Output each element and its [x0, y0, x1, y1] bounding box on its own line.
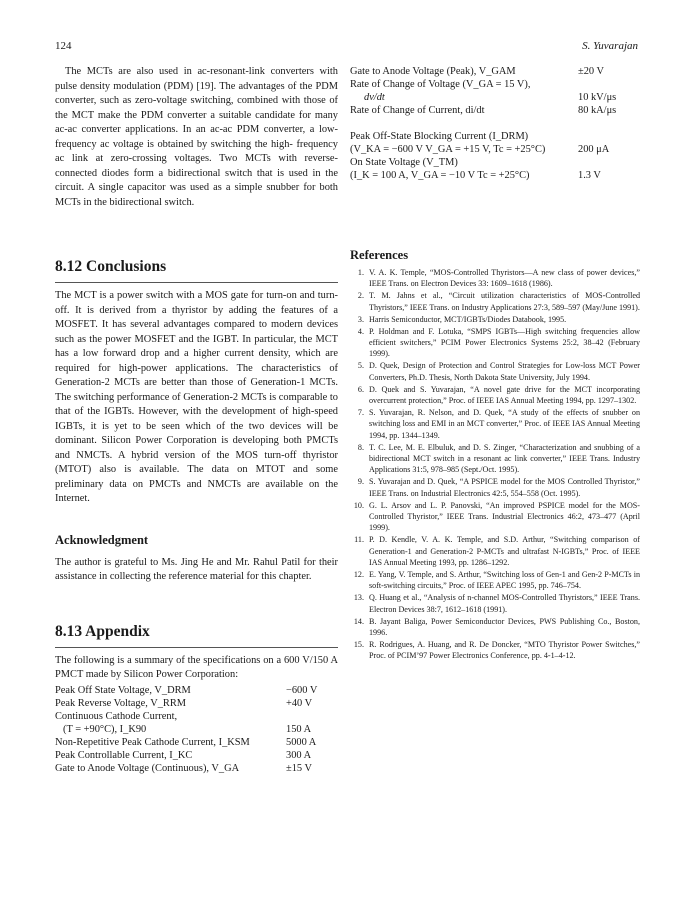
spec-row	[350, 130, 640, 143]
list-item	[350, 476, 640, 499]
list-item	[350, 384, 640, 407]
reference-text: S. Yuvarajan and D. Quek, “A PSPICE model for the MOS Controlled Thyristor,” IEEE Trans. on Industrial Electronics 42:5, 554–558 (Oct. 1995).	[369, 477, 640, 498]
appendix-intro: The following is a summary of the specifications on a 600 V/150 A PMCT made by Silicon Power Corporation:	[55, 654, 338, 680]
reference-text: V. A. K. Temple, “MOS-Controlled Thyristors—A new class of power devices,” IEEE Trans. on Electron Devices 33: 1609–1618 (1986).	[369, 268, 640, 289]
reference-number: 5.	[357, 361, 364, 371]
reference-text: E. Yang, V. Temple, and S. Arthur, “Switching loss of Gen-1 and Gen-2 P-MCTs in soft-switching circuits,” Proc. of IEEE APEC 1995, pp. 746–754.	[369, 570, 640, 591]
reference-text: D. Quek, Design of Protection and Control Strategies for Low-loss MCT Power Converters, Ph.D. Thesis, North Dakota State University, July 1994.	[369, 361, 640, 382]
spec-label: Gate to Anode Voltage (Peak), V_GAM	[350, 66, 516, 77]
acknowledgment-text: The author is grateful to Ms. Jing He and Mr. Rahul Patil for their assistance in collecting the reference material for this chapter.	[55, 556, 338, 582]
spec-value: −600 V	[286, 684, 318, 696]
reference-number: 4.	[357, 326, 364, 336]
spec-row	[350, 104, 640, 117]
reference-number: 7.	[357, 407, 364, 417]
spec-label: Peak Reverse Voltage, V_RRM	[55, 697, 187, 709]
reference-text: P. Holdman and F. Lotuka, “SMPS IGBTs—High switching frequencies allow efficient switchers,” PCIM Power Electronics Systems 25:2, 38–42 (February 1999).	[369, 326, 640, 359]
acknowledgment-heading: Acknowledgment	[55, 532, 149, 547]
reference-text: T. M. Jahns et al., “Circuit utilization characteristics of MOS-Controlled Thyristors,” IEEE Trans. on Industry Applications 27:3, 589–597 (May/June 1991).	[369, 291, 640, 312]
list-item	[350, 569, 640, 592]
spec-row	[55, 736, 338, 749]
spec-value: 5000 A	[286, 736, 317, 748]
reference-text: G. L. Arsov and L. P. Panovski, “An improved PSPICE model for the MOS-Controlled Thyristor,” IEEE Trans. Industrial Electronics 46:2, 473–477 (April 1999).	[369, 500, 640, 533]
spec-label: On State Voltage (V_TM)	[350, 157, 458, 168]
reference-number: 2.	[357, 291, 364, 301]
spec-value	[286, 710, 338, 723]
list-item	[350, 639, 640, 662]
spec-value: ±20 V	[578, 66, 605, 77]
spec-list-right	[350, 65, 640, 182]
running-head: S. Yuvarajan	[582, 40, 638, 52]
spec-row	[55, 697, 338, 710]
spec-row	[55, 762, 338, 775]
reference-number: 10.	[353, 500, 364, 510]
spec-label: Rate of Change of Current, di/dt	[350, 105, 485, 116]
list-item	[350, 267, 640, 290]
appendix-heading: 8.13 Appendix	[55, 622, 150, 640]
reference-number: 8.	[357, 442, 364, 452]
reference-number: 13.	[353, 593, 364, 603]
spec-list-left	[55, 684, 338, 775]
reference-text: Q. Huang et al., “Analysis of n-channel MOS-Controlled Thyristors,” IEEE Trans. Electron Devices 38:7, 1612–1618 (1991).	[369, 593, 640, 614]
spec-row	[55, 684, 338, 697]
spec-row-spacer	[350, 117, 640, 130]
reference-number: 9.	[357, 477, 364, 487]
reference-text: Harris Semiconductor, MCT/IGBTs/Diodes Databook, 1995.	[369, 314, 567, 324]
reference-text: B. Jayant Baliga, Power Semiconductor Devices, PWS Publishing Co., Boston, 1996.	[369, 616, 640, 638]
reference-number: 15.	[353, 640, 364, 649]
spec-row	[55, 723, 338, 736]
spec-label: (I_K = 100 A, V_GA = −10 V Tc = +25°C)	[350, 170, 530, 181]
spec-row	[350, 156, 640, 169]
list-item	[350, 290, 640, 313]
right-column	[350, 65, 640, 662]
spec-label: Peak Controllable Current, I_KC	[55, 749, 193, 761]
spec-value: 200 μA	[578, 144, 610, 155]
reference-number: 11.	[354, 535, 364, 545]
list-item	[350, 407, 640, 441]
spec-value	[578, 156, 640, 169]
reference-list	[350, 267, 640, 662]
spec-value: ±15 V	[286, 762, 313, 774]
spec-label: (T = +90°C), I_K90	[63, 723, 147, 735]
spec-value	[578, 78, 640, 91]
reference-text: S. Yuvarajan, R. Nelson, and D. Quek, “A study of the effects of snubber on switching loss and EMI in an MCT converter,” Proc. of IEEE IAS Annual Meeting 1994, pp. 1344–1349.	[369, 407, 640, 440]
list-item	[350, 500, 640, 534]
reference-number: 14.	[353, 616, 364, 626]
intro-paragraph: The MCTs are also used in ac-resonant-link converters with pulse density modulation (PDM) [19]. The advantages of the PDM converter, such as zero-voltage switching, combined with those of the MCT make the PDM converter a suitable candidate for many ac-ac converter applications. In an ac-ac PDM converter, a low-frequency ac voltage is obtained by switching the high- frequency ac link at zero-crossing voltages. Two MCTs with reverse-connected diodes form a bidirectional switch that is used in the circuit. A single capacitor was used as a simple snubber for both MCTs in the bidirectional switch.	[55, 66, 338, 208]
spec-value: +40 V	[286, 697, 313, 709]
spec-value: 80 kA/μs	[578, 105, 617, 116]
spec-value: 300 A	[286, 749, 312, 761]
reference-number: 12.	[353, 570, 364, 580]
conclusions-heading: 8.12 Conclusions	[55, 258, 167, 275]
spec-label: Rate of Change of Voltage (V_GA = 15 V),	[350, 79, 531, 90]
conclusions-text: The MCT is a power switch with a MOS gate for turn-on and turn-off. It is derived from a thyristor by adding the features of a MOSFET. It has several advantages compared to modern devices such as the power MOSFET and the IGBT. In particular, the MCT has a low forward drop and a higher current density, which are required for high-power applications. The characteristics of Generation-2 MCTs are better than those of Generation-1 MCTs. The switching performance of Generation-2 MCTs is comparable to that of the IGBTs. However, with the development of high-speed IGBTs, it is yet to be seen which of the two devices will be dominant. Silicon Power Corporation is developing both PMCTs and NMCTs. A hybrid version of the MOS turn-off thyristor (MTOT) also is available. The data on MTOT and some preliminary data on PMCTs and NMCTs are available on the Internet.	[55, 290, 338, 504]
list-item	[350, 534, 640, 568]
list-item	[350, 314, 640, 325]
reference-text: P. D. Kendle, V. A. K. Temple, and S.D. Arthur, “Switching comparison of Generation-1 and Generation-2 P-MCTs and ultrafast N-IGBTs,” Proc. of IEEE IAS Annual Meeting 1993, pp. 1286–1292.	[369, 535, 640, 568]
list-item	[350, 616, 640, 639]
page-number: 124	[55, 40, 72, 52]
spec-label: Peak Off State Voltage, V_DRM	[55, 684, 191, 696]
spec-label: (V_KA = −600 V V_GA = +15 V, Tc = +25°C)	[350, 144, 546, 155]
list-item	[350, 360, 640, 383]
spec-value: 1.3 V	[578, 170, 601, 181]
left-column	[55, 65, 338, 775]
spec-row	[55, 749, 338, 762]
spec-label: Gate to Anode Voltage (Continuous), V_GA	[55, 762, 240, 774]
spec-row	[350, 65, 640, 78]
references-heading: References	[350, 248, 409, 262]
spec-row	[350, 91, 640, 104]
spec-label: Non-Repetitive Peak Cathode Current, I_KSM	[55, 736, 250, 748]
list-item	[350, 326, 640, 360]
section-rule	[55, 282, 338, 283]
spec-value: 150 A	[286, 723, 312, 735]
spec-value	[578, 130, 640, 143]
reference-number: 1.	[357, 268, 364, 277]
spec-label: Peak Off-State Blocking Current (I_DRM)	[350, 131, 529, 142]
spec-label: Continuous Cathode Current,	[55, 710, 178, 722]
list-item	[350, 592, 640, 615]
reference-text: D. Quek and S. Yuvarajan, “A novel gate drive for the MCT incorporating overcurrent protection,” Proc. of IEEE IAS Annual Meeting 1994, pp. 1297–1302.	[369, 384, 640, 405]
spec-row	[350, 169, 640, 182]
spec-row	[350, 143, 640, 156]
spec-value: 10 kV/μs	[578, 92, 617, 103]
list-item	[350, 442, 640, 476]
reference-number: 6.	[357, 384, 364, 394]
reference-text: R. Rodrigues, A. Huang, and R. De Doncker, “MTO Thyristor Power Switches,” Proc. of PCIM’97 Power Electronics Conference, pp. 4-1–4-12.	[369, 640, 640, 661]
spec-label: dv/dt	[364, 92, 385, 103]
reference-number: 3.	[357, 314, 364, 324]
section-rule	[55, 647, 338, 648]
reference-text: T. C. Lee, M. E. Elbuluk, and D. S. Zinger, “Characterization and snubbing of a bidirectional MCT switch in a resonant ac link converter,” IEEE Trans. Industry Applications 31:5, 978–985 (Sept./Oct. 1995).	[369, 442, 640, 475]
spec-row	[350, 78, 640, 91]
spec-row	[55, 710, 338, 723]
